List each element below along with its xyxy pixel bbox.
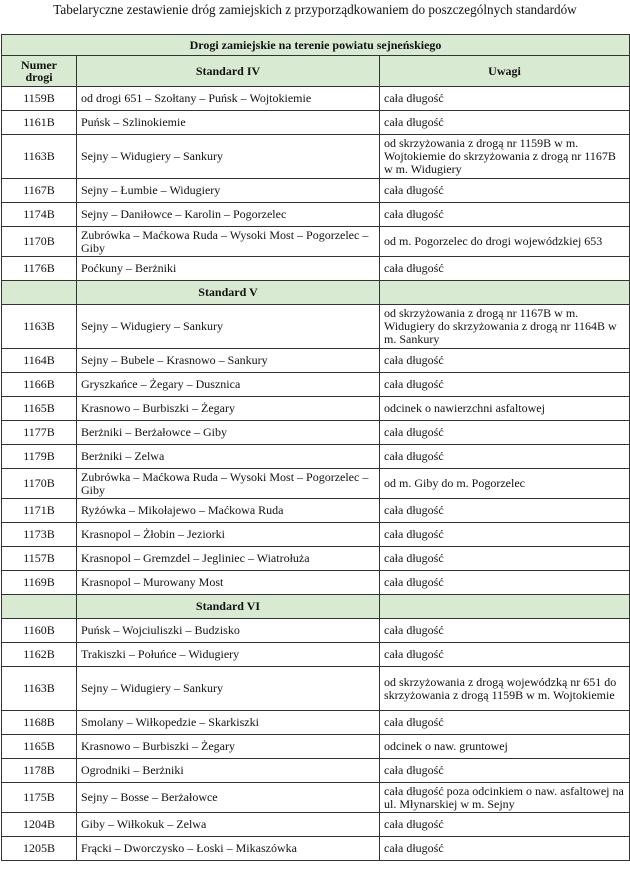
table-row [2, 837, 630, 861]
table-row [2, 349, 630, 373]
column-header-remarks: Uwagi [380, 56, 630, 87]
route-cell: od drogi 651 – Szołtany – Puńsk – Wojtokiemie [77, 87, 380, 111]
column-header-number-line2: drogi [25, 70, 53, 84]
route-cell: Krasnowo – Burbiszki – Żegary [77, 397, 380, 421]
route-cell: Sejny – Bosse – Berżałowce [77, 783, 380, 813]
remarks-cell: cała długość [380, 111, 630, 135]
table-row [2, 203, 630, 227]
section-header-blank-cell [2, 595, 77, 619]
table-row [2, 305, 630, 349]
route-cell: Sejny – Widugiery – Sankury [77, 305, 380, 349]
table-row [2, 445, 630, 469]
table-row [2, 711, 630, 735]
section-header-blank-cell [380, 281, 630, 305]
route-cell: Krasnopol – Gremzdel – Jegliniec – Wiatrołuża [77, 547, 380, 571]
remarks-cell: cała długość poza odcinkiem o naw. asfaltowej na ul. Młynarskiej w m. Sejny [380, 783, 630, 813]
remarks-cell: od m. Giby do m. Pogorzelec [380, 469, 630, 499]
table-row [2, 547, 630, 571]
road-number-cell: 1174B [2, 203, 77, 227]
document-caption: Tabelaryczne zestawienie dróg zamiejskich z przyporządkowaniem do poszczególnych standardów [53, 2, 577, 17]
table-row [2, 227, 630, 257]
route-cell: Ogrodniki – Berżniki [77, 759, 380, 783]
table-row [2, 87, 630, 111]
road-number-cell: 1163B [2, 135, 77, 179]
route-cell: Krasnowo – Burbiszki – Żegary [77, 735, 380, 759]
route-cell: Sejny – Łumbie – Widugiery [77, 179, 380, 203]
route-cell: Krasnopol – Żłobin – Jeziorki [77, 523, 380, 547]
table-row [2, 499, 630, 523]
route-cell: Poćkuny – Berżniki [77, 257, 380, 281]
route-cell: Sejny – Widugiery – Sankury [77, 135, 380, 179]
remarks-cell: cała długość [380, 203, 630, 227]
road-number-cell: 1160B [2, 619, 77, 643]
table-row [2, 813, 630, 837]
road-number-cell: 1167B [2, 179, 77, 203]
road-number-cell: 1175B [2, 783, 77, 813]
remarks-cell: od skrzyżowania z drogą nr 1167B w m. Widugiery do skrzyżowania z drogą nr 1164B w m. Sankury [380, 305, 630, 349]
table-row [2, 619, 630, 643]
column-header-standard-iv: Standard IV [77, 56, 380, 87]
table-row [2, 523, 630, 547]
section-header-label: Standard V [77, 281, 380, 305]
roads-table [1, 34, 630, 861]
remarks-cell: cała długość [380, 257, 630, 281]
remarks-cell: cała długość [380, 499, 630, 523]
table-row [2, 397, 630, 421]
table-row [2, 735, 630, 759]
road-number-cell: 1163B [2, 305, 77, 349]
road-number-cell: 1159B [2, 87, 77, 111]
table-row [2, 783, 630, 813]
route-cell: Smolany – Wiłkopedzie – Skarkiszki [77, 711, 380, 735]
route-cell: Frącki – Dworczysko – Łoski – Mikaszówka [77, 837, 380, 861]
remarks-cell: cała długość [380, 619, 630, 643]
road-number-cell: 1165B [2, 397, 77, 421]
remarks-cell: cała długość [380, 445, 630, 469]
remarks-cell: cała długość [380, 711, 630, 735]
table-row [2, 469, 630, 499]
route-cell: Gryszkańce – Żegary – Dusznica [77, 373, 380, 397]
table-row [2, 421, 630, 445]
section-header-blank-cell [2, 281, 77, 305]
road-number-cell: 1166B [2, 373, 77, 397]
road-number-cell: 1178B [2, 759, 77, 783]
remarks-cell: cała długość [380, 349, 630, 373]
road-number-cell: 1171B [2, 499, 77, 523]
table-row [2, 373, 630, 397]
table-row [2, 759, 630, 783]
road-number-cell: 1163B [2, 667, 77, 711]
table-row [2, 643, 630, 667]
road-number-cell: 1204B [2, 813, 77, 837]
remarks-cell: cała długość [380, 87, 630, 111]
table-title: Drogi zamiejskie na terenie powiatu sejneńskiego [2, 35, 630, 56]
table-row [2, 667, 630, 711]
table-row [2, 257, 630, 281]
route-cell: Trakiszki – Połuńce – Widugiery [77, 643, 380, 667]
section-header-label: Standard VI [77, 595, 380, 619]
route-cell: Zubrówka – Maćkowa Ruda – Wysoki Most – Pogorzelec – Giby [77, 469, 380, 499]
road-number-cell: 1170B [2, 227, 77, 257]
road-number-cell: 1205B [2, 837, 77, 861]
route-cell: Sejny – Daniłowce – Karolin – Pogorzelec [77, 203, 380, 227]
road-number-cell: 1162B [2, 643, 77, 667]
road-number-cell: 1177B [2, 421, 77, 445]
road-number-cell: 1164B [2, 349, 77, 373]
remarks-cell: cała długość [380, 759, 630, 783]
column-header-number [2, 56, 77, 87]
remarks-cell: cała długość [380, 421, 630, 445]
remarks-cell: cała długość [380, 547, 630, 571]
route-cell: Berżniki – Zelwa [77, 445, 380, 469]
route-cell: Puńsk – Szlinokiemie [77, 111, 380, 135]
road-number-cell: 1176B [2, 257, 77, 281]
route-cell: Berżniki – Berżałowce – Giby [77, 421, 380, 445]
remarks-cell: odcinek o naw. gruntowej [380, 735, 630, 759]
remarks-cell: cała długość [380, 179, 630, 203]
route-cell: Sejny – Bubele – Krasnowo – Sankury [77, 349, 380, 373]
remarks-cell: cała długość [380, 813, 630, 837]
remarks-cell: od skrzyżowania z drogą nr 1159B w m. Wojtokiemie do skrzyżowania z drogą nr 1167B w m. Widugiery [380, 135, 630, 179]
remarks-cell: cała długość [380, 373, 630, 397]
table-body [2, 87, 630, 861]
route-cell: Giby – Wiłkokuk – Zelwa [77, 813, 380, 837]
road-number-cell: 1168B [2, 711, 77, 735]
route-cell: Zubrówka – Maćkowa Ruda – Wysoki Most – Pogorzelec – Giby [77, 227, 380, 257]
road-number-cell: 1161B [2, 111, 77, 135]
route-cell: Krasnopol – Murowany Most [77, 571, 380, 595]
remarks-cell: cała długość [380, 837, 630, 861]
section-header-row [2, 281, 630, 305]
table-row [2, 571, 630, 595]
column-header-number-line1: Numer [21, 58, 57, 72]
route-cell: Puńsk – Wojciuliszki – Budzisko [77, 619, 380, 643]
table-row [2, 135, 630, 179]
route-cell: Ryżówka – Mikołajewo – Maćkowa Ruda [77, 499, 380, 523]
section-header-blank-cell [380, 595, 630, 619]
road-number-cell: 1179B [2, 445, 77, 469]
table-row [2, 111, 630, 135]
remarks-cell: od m. Pogorzelec do drogi wojewódzkiej 653 [380, 227, 630, 257]
remarks-cell: cała długość [380, 571, 630, 595]
remarks-cell: cała długość [380, 643, 630, 667]
route-cell: Sejny – Widugiery – Sankury [77, 667, 380, 711]
remarks-cell: cała długość [380, 523, 630, 547]
road-number-cell: 1157B [2, 547, 77, 571]
road-number-cell: 1170B [2, 469, 77, 499]
road-number-cell: 1169B [2, 571, 77, 595]
table-row [2, 179, 630, 203]
section-header-row [2, 595, 630, 619]
road-number-cell: 1165B [2, 735, 77, 759]
remarks-cell: od skrzyżowania z drogą wojewódzką nr 651 do skrzyżowania z drogą 1159B w m. Wojtokiemie [380, 667, 630, 711]
road-number-cell: 1173B [2, 523, 77, 547]
remarks-cell: odcinek o nawierzchni asfaltowej [380, 397, 630, 421]
